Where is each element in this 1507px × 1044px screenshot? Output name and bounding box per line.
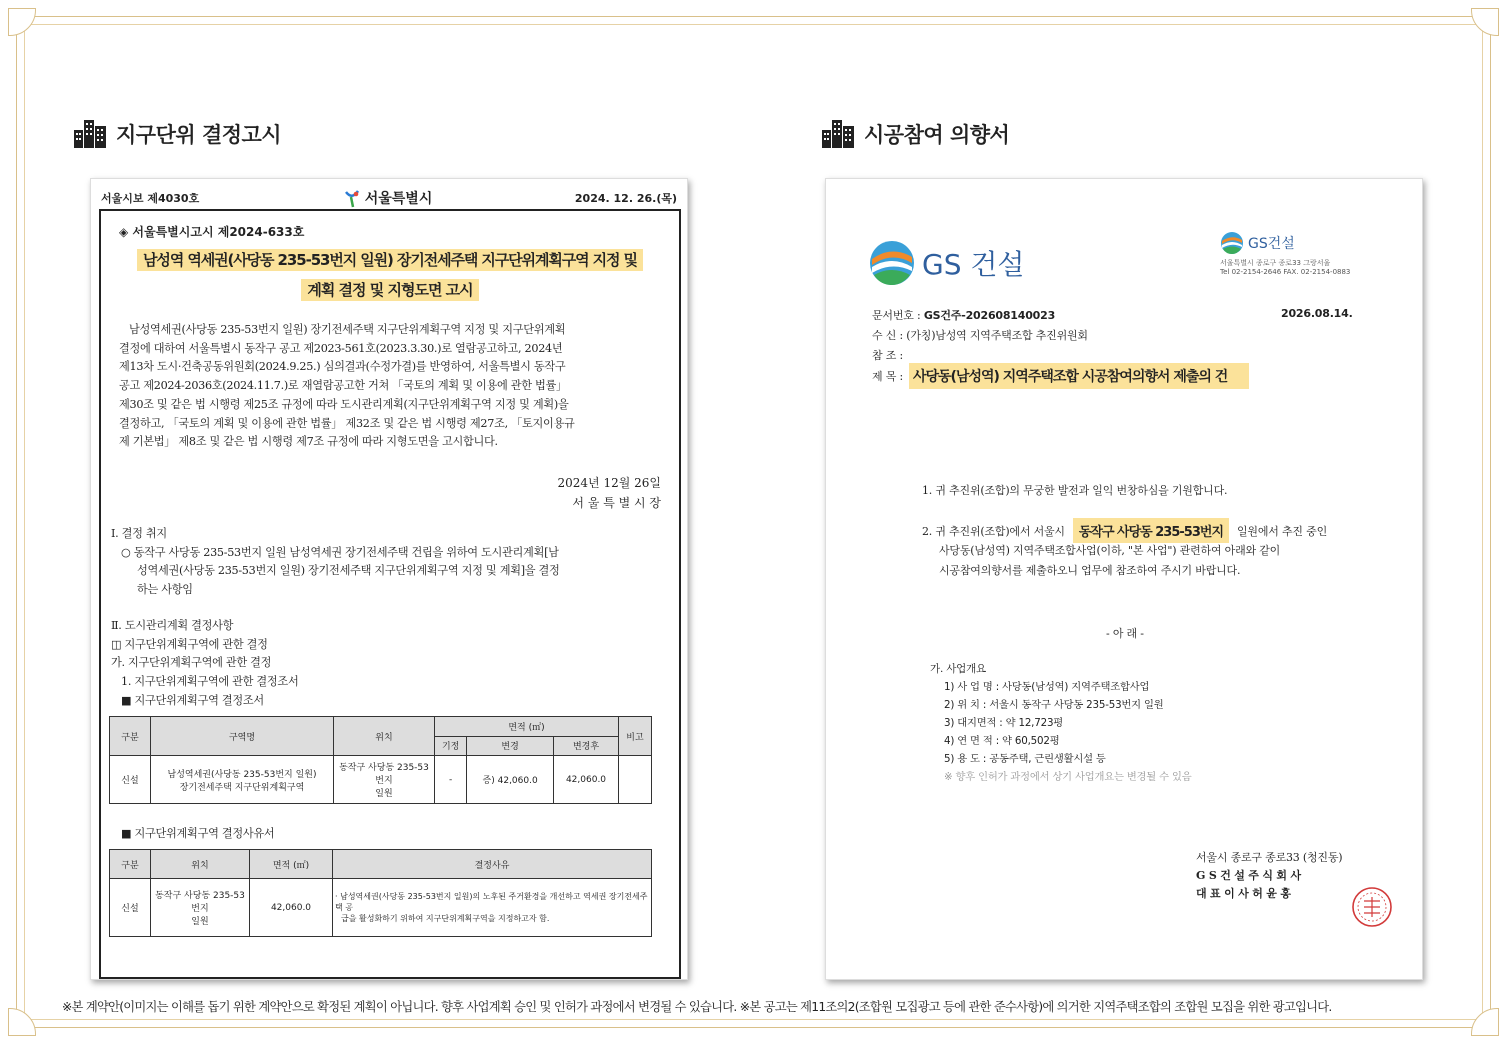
table-cell: 증) 42,060.0 <box>467 756 554 804</box>
left-section-title <box>74 119 281 149</box>
section-1-line: 성역세권(사당동 235-53번지 일원) 장기전세주택 지구단위계획구역 지정 및 계획]을 결정 <box>137 564 560 578</box>
letterhead-contact: Tel 02-2154-2646 FAX. 02-2154-0883 <box>1220 268 1351 276</box>
notice-body-line: 결정하고, 「국토의 계획 및 이용에 관한 법률」 제32조 및 같은 법 시행령 제27조, 「토지이용규 <box>119 416 575 430</box>
sender-ceo: 대 표 이 사 허 윤 홍 <box>1196 887 1291 900</box>
right-section-title-text: 시공참여 의향서 <box>864 123 1010 147</box>
section-1 <box>111 525 671 600</box>
section-1-line: 하는 사항임 <box>137 583 193 597</box>
district-notice-document <box>90 178 688 980</box>
notice-number: ◈ 서울특별시고시 제2024-633호 <box>119 225 305 239</box>
sender-block <box>1196 849 1342 903</box>
notice-box <box>99 209 681 979</box>
recipient-label: 수 신 : <box>872 329 903 342</box>
table-cell <box>334 756 435 804</box>
section-2-line: 1. 지구단위계획구역에 관한 결정조서 <box>121 675 299 689</box>
gs-logo <box>868 239 1024 287</box>
table-cell-line: 일원 <box>375 789 393 800</box>
section-2-line: 가. 지구단위계획구역에 관한 결정 <box>111 656 272 670</box>
sender-company: G S 건 설 주 식 회 사 <box>1196 869 1301 882</box>
table-header: 위치 <box>151 850 250 879</box>
reason-table <box>109 849 652 937</box>
notice-body-line: 남성역세권(사당동 235-53번지 일원) 장기전세주택 지구단위계획구역 지정 및 지구단위계획 <box>129 323 566 336</box>
table-row <box>110 756 652 804</box>
notice-headline-2-wrap <box>101 279 679 300</box>
section-2-line: Ⅱ. 도시관리계획 결정사항 <box>111 619 234 632</box>
table-header: 기정 <box>435 736 467 756</box>
notice-headline-1-wrap <box>101 249 679 270</box>
letterhead-address: 서울특별시 종로구 종로33 그랑서울 <box>1220 259 1331 267</box>
building-icon <box>822 120 854 148</box>
section-2-line: ■ 지구단위계획구역 결정조서 <box>121 693 264 707</box>
table-cell <box>619 756 652 804</box>
gs-letterhead <box>1220 231 1350 276</box>
outline-item: 5) 용 도 : 공동주택, 근린생활시설 등 <box>944 753 1106 765</box>
paragraph-2-highlight: 동작구 사당동 235-53번지 <box>1073 518 1229 543</box>
section-1-line: ○ 동작구 사당동 235-53번지 일원 남성역세권 장기전세주택 건립을 위하여 도시관리계획[남 <box>121 545 559 559</box>
table-header: 위치 <box>334 717 435 756</box>
table-header: 구역명 <box>151 717 334 756</box>
reference-label: 참 조 : <box>872 349 903 362</box>
left-section-title-text: 지구단위 결정고시 <box>116 123 282 147</box>
gs-small-logo <box>1220 231 1350 255</box>
table-header: 구분 <box>110 850 151 879</box>
seoul-logo-text: 서울특별시 <box>364 191 433 207</box>
notice-headline-2: 계획 결정 및 지형도면 고시 <box>301 279 478 301</box>
doc-number: GS건주-202608140023 <box>923 309 1056 322</box>
table-2-title: ■ 지구단위계획구역 결정사유서 <box>121 827 275 840</box>
table-header: 비고 <box>619 717 652 756</box>
table-cell-line: 급을 활성화하기 위하여 지구단위계획구역을 지정하고자 함. <box>341 914 550 923</box>
disclaimer-footnote: ※본 계약안(이미지는 이해를 돕기 위한 계약안으로 확정된 계획이 아닙니다. 향후 사업계획 승인 및 인허가 과정에서 변경될 수 있습니다. ※본 공고는 제11조의2(조합원 모집광고 등에 관한 준수사항)에 의거한 지역주택조합의 조합원 모집을 위한 광고입니다. <box>62 1000 1332 1014</box>
gs-small-logo-icon <box>1220 231 1244 255</box>
outline-item: 3) 대지면적 : 약 12,723평 <box>944 717 1064 729</box>
decision-table <box>109 716 652 804</box>
table-header: 구분 <box>110 717 151 756</box>
below-marker: - 아 래 - <box>1106 627 1144 640</box>
doc-date: 2026.08.14. <box>1281 307 1353 320</box>
outline-title: 가. 사업개요 <box>930 663 986 675</box>
table-cell: 신설 <box>110 879 151 937</box>
section-2 <box>111 617 671 711</box>
table-cell-line: 동작구 사당동 235-53번지 <box>339 763 429 787</box>
table-cell-line: 동작구 사당동 235-53번지 <box>155 891 245 914</box>
paragraph-2-line-2: 사당동(남성역) 지역주택조합사업(이하, "본 사업") 관련하여 아래와 같이 <box>939 544 1281 557</box>
table-cell: 42,060.0 <box>553 756 618 804</box>
table-header: 변경 <box>467 736 554 756</box>
gazette-header <box>101 187 677 209</box>
outline-item: 1) 사 업 명 : 사당동(남성역) 지역주택조합사업 <box>944 681 1150 693</box>
section-2-line: ◫ 지구단위계획구역에 관한 결정 <box>111 637 268 651</box>
table-row <box>110 879 652 937</box>
notice-body-line: 제 기본법」 제8조 및 같은 법 시행령 제7조 규정에 따라 지형도면을 고시합니다. <box>119 435 498 449</box>
doc-number-row <box>872 307 1055 323</box>
doc-number-label: 문서번호 : <box>872 309 921 322</box>
subject: 사당동(남성역) 지역주택조합 시공참여의향서 제출의 건 <box>909 363 1249 389</box>
table-cell-line: 장기전세주택 지구단위계획구역 <box>179 782 305 793</box>
paragraph-2-text: 2. 귀 추진위(조합)에서 서울시 <box>922 524 1065 538</box>
notice-body-line: 제30조 및 같은 법 시행령 제25조 규정에 따라 도시관리계획(지구단위계획구역 지정 및 계획)을 <box>119 397 569 411</box>
gazette-number: 서울시보 제4030호 <box>101 192 200 205</box>
notice-body-line: 결정에 대하여 서울특별시 동작구 공고 제2023-561호(2023.3.30.)로 열람공고하고, 2024년 <box>119 341 563 355</box>
paragraph-2-text: 일원에서 추진 중인 <box>1237 524 1328 538</box>
outline-item: 4) 연 면 적 : 약 60,502평 <box>944 735 1060 747</box>
recipient: (가칭)남성역 지역주택조합 추진위원회 <box>906 329 1088 342</box>
outline-item: 2) 위 치 : 서울시 동작구 사당동 235-53번지 일원 <box>944 699 1164 711</box>
table-header: 결정사유 <box>333 850 652 879</box>
signature-name: 서 울 특 별 시 장 <box>572 496 661 510</box>
seoul-logo <box>342 188 433 208</box>
gazette-date: 2024. 12. 26.(목) <box>574 192 677 205</box>
paragraph-1: 1. 귀 추진위(조합)의 무궁한 발전과 일익 번창하심을 기원합니다. <box>922 484 1228 497</box>
paragraph-2-line-3: 시공참여의향서를 제출하오니 업무에 참조하여 주시기 바랍니다. <box>939 564 1241 577</box>
notice-body <box>119 321 669 452</box>
table-cell-line: 남성역세권(사당동 235-53번지 일원) <box>167 769 317 780</box>
table-header: 면적 (㎡) <box>435 717 619 737</box>
table-cell-line: 일원 <box>191 917 209 927</box>
company-seal-icon <box>1350 885 1394 929</box>
paragraph-2-line-1 <box>922 518 1327 543</box>
gs-logo-icon <box>868 239 916 287</box>
gs-logo-text: GS 건설 <box>922 248 1025 281</box>
notice-headline-1: 남성역 역세권(사당동 235-53번지 일원) 장기전세주택 지구단위계획구역 지정 및 <box>137 249 643 271</box>
table-cell <box>333 879 652 937</box>
subject-row <box>872 363 1249 389</box>
gs-small-logo-text: GS건설 <box>1248 236 1295 252</box>
notice-body-line: 공고 제2024-2036호(2024.11.7.)로 재열람공고한 거쳐 「국토의 계획 및 이용에 관한 법률」 <box>119 379 567 393</box>
building-icon <box>74 120 106 148</box>
sender-address: 서울시 종로구 종로33 (청진동) <box>1196 851 1343 864</box>
signature-date: 2024년 12월 26일 <box>557 476 661 490</box>
table-cell <box>151 756 334 804</box>
table-cell-line: · 남성역세권(사당동 235-53번지 일원)의 노후된 주거환경을 개선하고 역세권 장기전세주택 공 <box>335 892 648 912</box>
project-outline <box>944 678 1191 786</box>
notice-body-line: 제13차 도시·건축공동위원회(2024.9.25.) 심의결과(수정가결)를 반영하여, 서울특별시 동작구 <box>119 360 566 374</box>
section-1-title: Ⅰ. 결정 취지 <box>111 527 167 540</box>
table-cell: 42,060.0 <box>250 879 333 937</box>
right-section-title <box>822 119 1009 149</box>
seoul-logo-icon <box>342 188 362 208</box>
table-header: 면적 (㎡) <box>250 850 333 879</box>
notice-signature <box>558 473 661 513</box>
table-header: 변경후 <box>553 736 618 756</box>
table-cell <box>151 879 250 937</box>
table-cell: - <box>435 756 467 804</box>
table-cell: 신설 <box>110 756 151 804</box>
outline-note: ※ 향후 인허가 과정에서 상기 사업개요는 변경될 수 있음 <box>944 771 1192 783</box>
recipient-row <box>872 327 1088 343</box>
subject-label: 제 목 : <box>872 370 903 383</box>
construction-intent-letter <box>825 178 1423 980</box>
